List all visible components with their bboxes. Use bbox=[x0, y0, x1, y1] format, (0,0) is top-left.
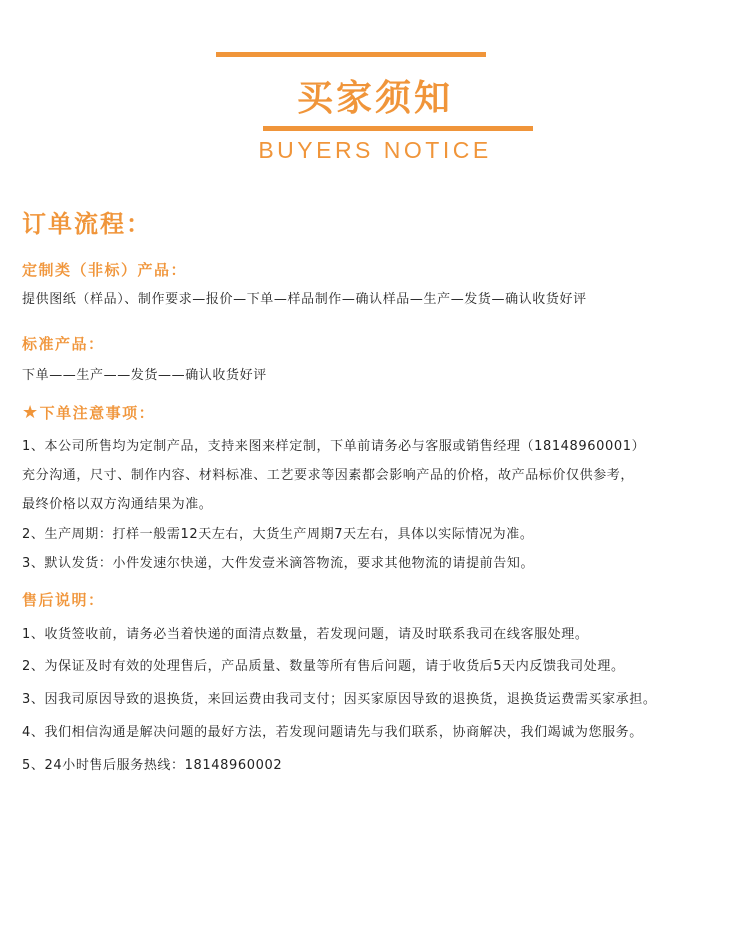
bottom-divider bbox=[263, 126, 533, 131]
order-process-heading: 订单流程： bbox=[22, 209, 152, 238]
custom-products-heading: 定制类（非标）产品： bbox=[22, 261, 188, 279]
after-sales-line: 5、24小时售后服务热线：18148960002 bbox=[22, 758, 283, 773]
star-icon: ★ bbox=[22, 402, 40, 423]
after-sales-heading: 售后说明： bbox=[22, 591, 105, 609]
after-sales-line: 3、因我司原因导致的退换货，来回运费由我司支付；因买家原因导致的退换货，退换货运费需买家承担。 bbox=[22, 692, 657, 707]
page-title: 买家须知 bbox=[296, 78, 453, 119]
order-note-line: 最终价格以双方沟通结果为准。 bbox=[22, 497, 213, 512]
custom-products-steps: 提供图纸（样品）、制作要求—报价—下单—样品制作—确认样品—生产—发货—确认收货好评 bbox=[22, 292, 587, 307]
order-notes-heading-text: 下单注意事项： bbox=[39, 404, 156, 422]
order-note-line: 1、本公司所售均为定制产品，支持来图来样定制，下单前请务必与客服或销售经理（18148960001） bbox=[22, 439, 646, 454]
after-sales-line: 1、收货签收前，请务必当着快递的面清点数量，若发现问题，请及时联系我司在线客服处理。 bbox=[22, 627, 589, 642]
after-sales-line: 4、我们相信沟通是解决问题的最好方法，若发现问题请先与我们联系，协商解决，我们竭诚为您服务。 bbox=[22, 725, 643, 740]
order-note-line: 2、生产周期：打样一般需12天左右，大货生产周期7天左右，具体以实际情况为准。 bbox=[22, 527, 534, 542]
standard-products-heading: 标准产品： bbox=[22, 335, 105, 353]
top-divider bbox=[216, 52, 486, 57]
after-sales-line: 2、为保证及时有效的处理售后，产品质量、数量等所有售后问题，请于收货后5天内反馈我司处理。 bbox=[22, 659, 625, 674]
order-note-line: 充分沟通，尺寸、制作内容、材料标准、工艺要求等因素都会影响产品的价格，故产品标价仅供参考， bbox=[22, 468, 635, 483]
order-notes-heading bbox=[22, 402, 155, 423]
page-subtitle: BUYERS NOTICE bbox=[258, 137, 492, 163]
order-note-line: 3、默认发货：小件发速尔快递，大件发壹米滴答物流，要求其他物流的请提前告知。 bbox=[22, 556, 535, 571]
standard-products-steps: 下单——生产——发货——确认收货好评 bbox=[22, 368, 267, 383]
